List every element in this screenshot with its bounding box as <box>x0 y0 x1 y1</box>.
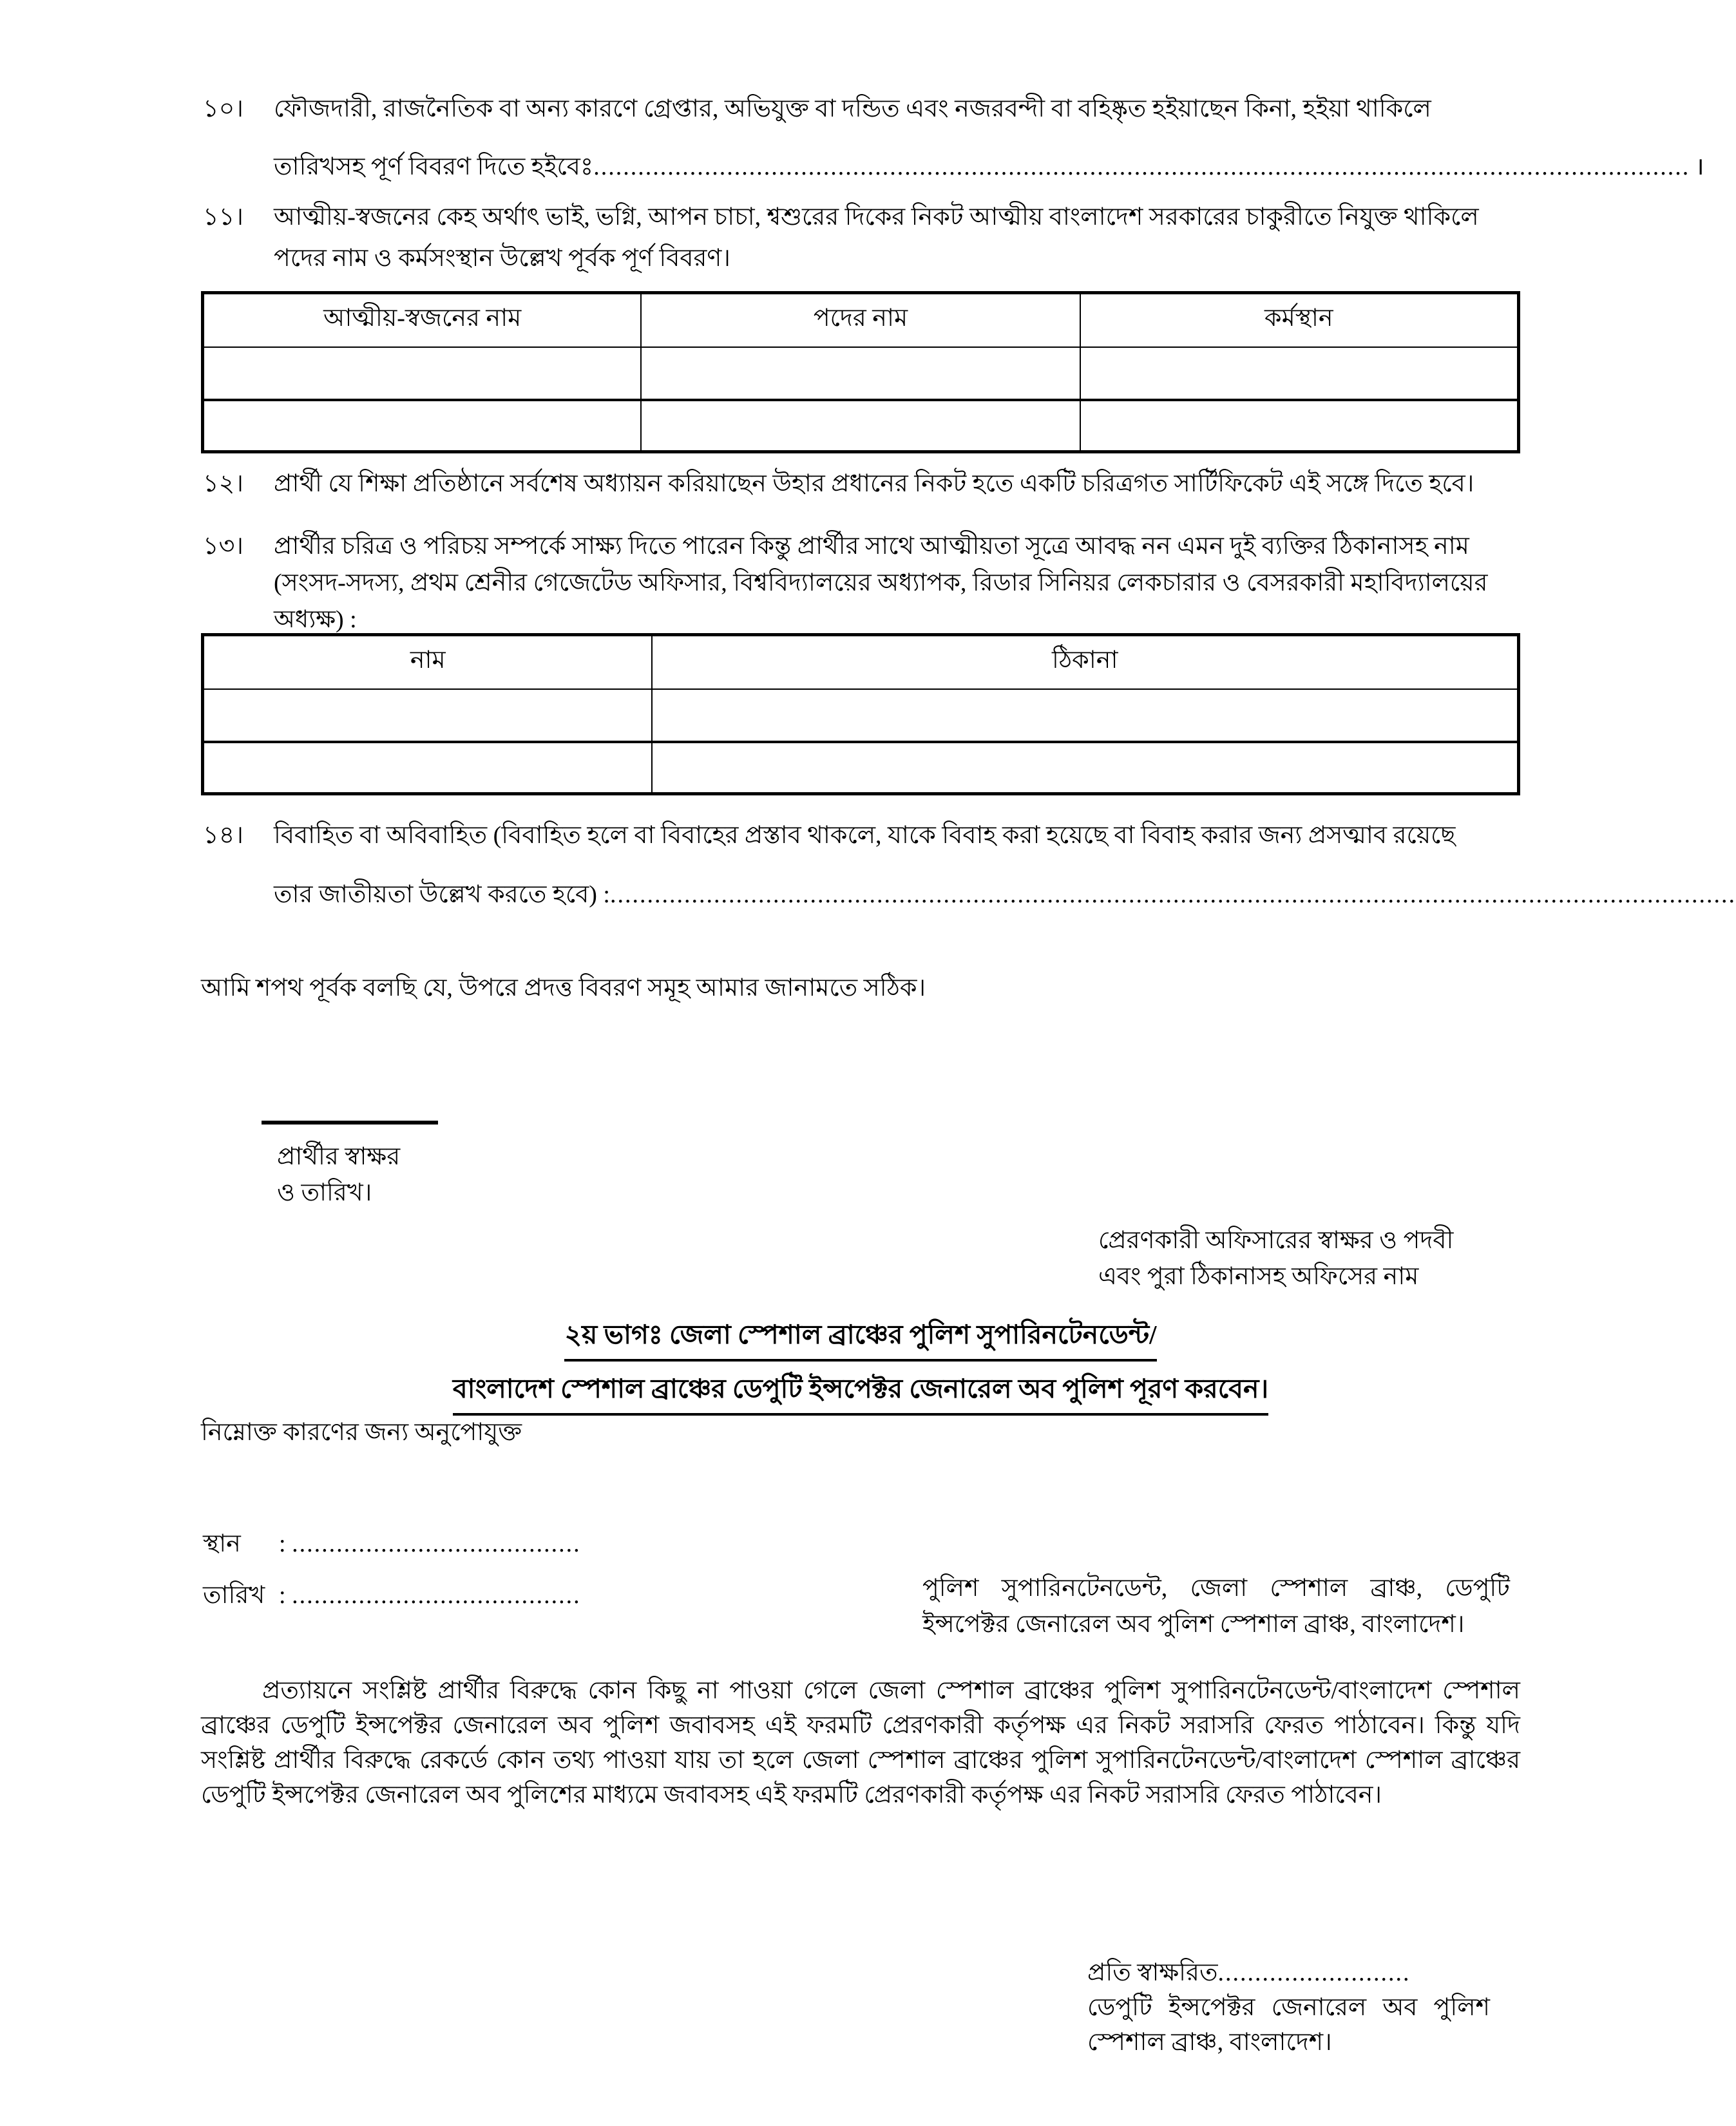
place-colon: : <box>279 1530 292 1557</box>
item-14-number: ১৪। <box>203 822 243 849</box>
countersign-line1 <box>1087 1955 1490 1990</box>
signature-line <box>262 1121 438 1125</box>
referees-table-row <box>203 742 1519 794</box>
applicant-signature-caption-line2: ও তারিখ। <box>277 1179 372 1206</box>
empty-cell <box>203 347 642 400</box>
relatives-table-header <box>203 293 1519 347</box>
item-13-text: প্রার্থীর চরিত্র ও পরিচয় সম্পর্কে সাক্ষ্য দিতে পারেন কিন্তু প্রার্থীর সাথে আত্মীয়তা সূত্রে আবদ্ধ নন এমন দুই ব্যক্তির ঠিকানাসহ নাম (সংসদ-সদস্য, প্রথম শ্রেনীর গেজেটেড অফিসার, বিশ্ববিদ্যালয়ের অধ্যাপক, রিডার সিনিয়র লেকচারার ও বেসরকারী মহাবিদ্যালয়ের অধ্যক্ষ) : <box>274 533 1488 633</box>
item-10-dotted-blank: .................................................................................................................................................... <box>593 153 1690 180</box>
empty-cell <box>652 742 1518 794</box>
relatives-table-header-workplace: কর্মস্থান <box>1080 293 1519 347</box>
item-10-line2-end: । <box>1695 153 1704 180</box>
form-item-11 <box>203 196 1520 279</box>
date-label: তারিখ <box>203 1582 265 1609</box>
countersign-dotted-blank: .......................... <box>1217 1959 1411 1986</box>
place-dotted-blank: ....................................... <box>292 1530 581 1557</box>
sp-designation: পুলিশ সুপারিনটেনডেন্ট, জেলা স্পেশাল ব্রাঞ্চ, ডেপুটি ইন্সপেক্টর জেনারেল অব পুলিশ স্পেশাল ব্রাঞ্চ, বাংলাদেশ। <box>922 1575 1510 1638</box>
forwarding-officer-line1: প্রেরণকারী অফিসারের স্বাক্ষর ও পদবী <box>1098 1227 1454 1254</box>
item-11-number: ১১। <box>203 204 243 231</box>
item-12-text: প্রার্থী যে শিক্ষা প্রতিষ্ঠানে সর্বশেষ অধ্যায়ন করিয়াছেন উহার প্রধানের নিকট হতে একটি চরিত্রগত সার্টিফিকেট এই সঙ্গে দিতে হবে। <box>274 470 1474 497</box>
relatives-table-row <box>203 347 1519 400</box>
referees-table <box>201 633 1520 795</box>
item-10-number: ১০। <box>203 95 243 122</box>
place-label: স্থান <box>203 1530 241 1557</box>
item-13-number: ১৩। <box>203 533 243 560</box>
applicant-signature-caption-line1: প্রার্থীর স্বাক্ষর <box>277 1143 401 1170</box>
item-11-text: আত্মীয়-স্বজনের কেহ অর্থাৎ ভাই, ভগ্নি, আপন চাচা, শ্বশুরের দিকের নিকট আত্মীয় বাংলাদেশ সরকারের চাকুরীতে নিযুক্ত থাকিলে পদের নাম ও কর্মসংস্থান উল্লেখ পূর্বক পূর্ণ বিবরণ। <box>274 204 1479 272</box>
relatives-table-row <box>203 400 1519 452</box>
applicant-signature-caption <box>277 1139 400 1211</box>
part2-heading-line1: ২য় ভাগঃ জেলা স্পেশাল ব্রাঞ্চের পুলিশ সুপারিনটেনডেন্ট/ <box>201 1314 1520 1362</box>
item-14-dotted-blank: ........................................................................................................................................................ <box>609 881 1736 908</box>
verification-paragraph: প্রত্যায়নে সংশ্লিষ্ট প্রার্থীর বিরুদ্ধে কোন কিছু না পাওয়া গেলে জেলা স্পেশাল ব্রাঞ্চের পুলিশ সুপারিনটেনডেন্ট/বাংলাদেশ স্পেশাল ব্রাঞ্চের ডেপুটি ইন্সপেক্টর জেনারেল অব পুলিশ জবাবসহ এই ফরমটি প্রেরণকারী কর্তৃপক্ষ এর নিকট সরাসরি ফেরত পাঠাবেন। কিন্তু যদি সংশ্লিষ্ট প্রার্থীর বিরুদ্ধে রেকর্ডে কোন তথ্য পাওয়া যায় তা হলে জেলা স্পেশাল ব্রাঞ্চের পুলিশ সুপারিনটেনডেন্ট/বাংলাদেশ স্পেশাল ব্রাঞ্চের ডেপুটি ইন্সপেক্টর জেনারেল অব পুলিশের মাধ্যমে জবাবসহ এই ফরমটি প্রেরণকারী কর্তৃপক্ষ এর নিকট সরাসরি ফেরত পাঠাবেন। <box>201 1677 1520 1808</box>
referees-table-header-address: ঠিকানা <box>652 635 1518 689</box>
item-10-line2-label: তারিখসহ পূর্ণ বিবরণ দিতে হইবেঃ <box>274 153 594 180</box>
oath-statement: আমি শপথ পূর্বক বলছি যে, উপরে প্রদত্ত বিবরণ সমূহ আমার জানামতে সঠিক। <box>201 974 926 1001</box>
forwarding-officer-caption <box>1098 1222 1453 1295</box>
item-10-line1: ফৌজদারী, রাজনৈতিক বা অন্য কারণে গ্রেপ্তার, অভিযুক্ত বা দন্ডিত এবং নজরবন্দী বা বহিষ্কৃত হইয়াছেন কিনা, হইয়া থাকিলে <box>274 95 1431 122</box>
place-row <box>203 1525 581 1562</box>
item-14-line1: বিবাহিত বা অবিবাহিত (বিবাহিত হলে বা বিবাহের প্রস্তাব থাকলে, যাকে বিবাহ করা হয়েছে বা বিবাহ করার জন্য প্রসত্মাব রয়েছে <box>274 822 1456 849</box>
empty-cell <box>652 689 1518 742</box>
item-10-body <box>274 90 1704 185</box>
unfit-reason-label: নিম্নোক্ত কারণের জন্য অনুপোযুক্ত <box>201 1419 522 1446</box>
relatives-table-header-post: পদের নাম <box>641 293 1080 347</box>
relatives-table <box>201 291 1520 453</box>
form-item-10 <box>203 90 1704 185</box>
item-14-line2-label: তার জাতীয়তা উল্লেখ করতে হবে) : <box>274 881 610 908</box>
part2-heading <box>201 1314 1520 1416</box>
empty-cell <box>1080 347 1519 400</box>
form-item-13 <box>203 528 1520 638</box>
forwarding-officer-line2: এবং পুরা ঠিকানাসহ অফিসের নাম <box>1098 1263 1419 1290</box>
item-14-line2 <box>274 876 1736 913</box>
referees-table-row <box>203 689 1519 742</box>
empty-cell <box>1080 400 1519 452</box>
form-item-12 <box>203 465 1520 502</box>
countersign-line2: ডেপুটি ইন্সপেক্টর জেনারেল অব পুলিশ <box>1087 1994 1490 2021</box>
item-14-body <box>274 817 1736 913</box>
item-10-line2 <box>274 148 1704 185</box>
empty-cell <box>203 742 653 794</box>
empty-cell <box>203 400 642 452</box>
date-dotted-blank: ....................................... <box>292 1582 581 1609</box>
countersign-block <box>1087 1955 1490 2060</box>
date-row <box>203 1577 581 1614</box>
empty-cell <box>641 400 1080 452</box>
form-item-14 <box>203 817 1736 913</box>
empty-cell <box>641 347 1080 400</box>
countersign-label: প্রতি স্বাক্ষরিত <box>1087 1959 1218 1986</box>
referees-table-header-name: নাম <box>203 635 653 689</box>
relatives-table-header-name: আত্মীয়-স্বজনের নাম <box>203 293 642 347</box>
empty-cell <box>203 689 653 742</box>
referees-table-header <box>203 635 1519 689</box>
date-colon: : <box>279 1582 292 1609</box>
item-12-number: ১২। <box>203 470 243 497</box>
countersign-line3: স্পেশাল ব্রাঞ্চ, বাংলাদেশ। <box>1087 2029 1332 2056</box>
part2-heading-line2: বাংলাদেশ স্পেশাল ব্রাঞ্চের ডেপুটি ইন্সপেক্টর জেনারেল অব পুলিশ পূরণ করবেন। <box>201 1368 1520 1416</box>
